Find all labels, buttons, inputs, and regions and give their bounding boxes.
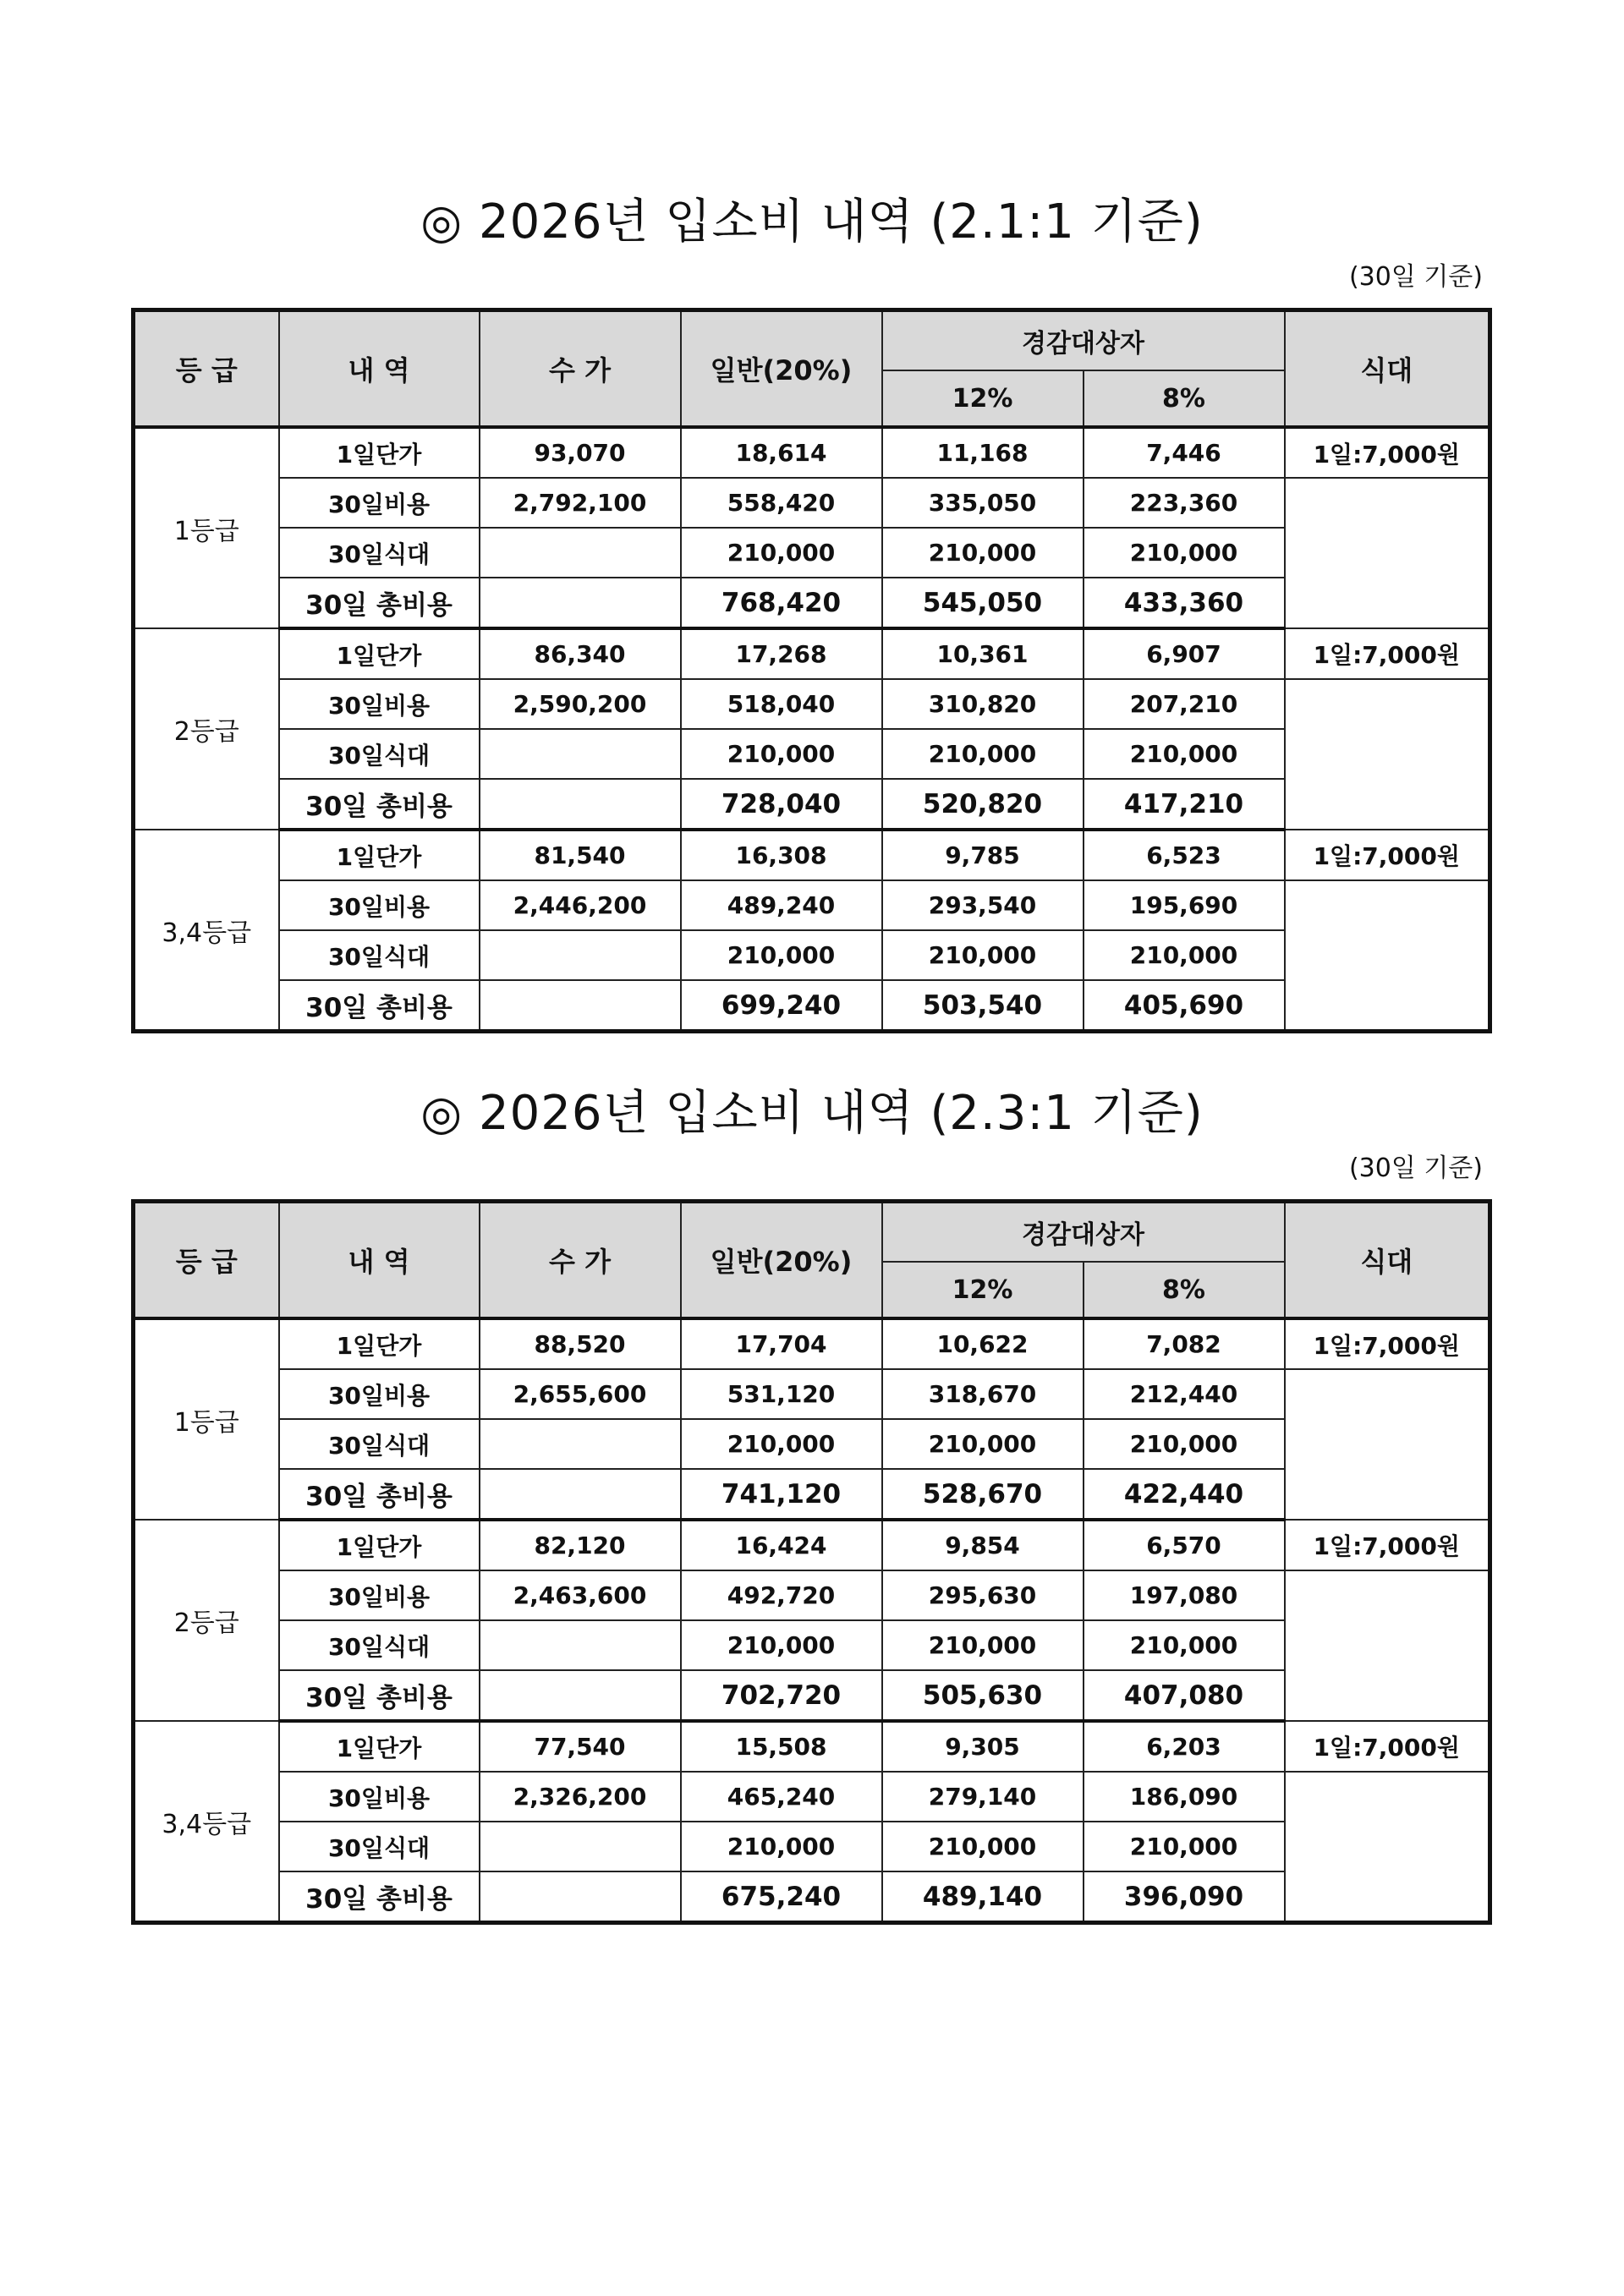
meal-empty-cell xyxy=(1285,478,1490,628)
price-cell: 2,446,200 xyxy=(480,880,681,930)
general-cell: 16,308 xyxy=(681,830,882,880)
reduced-8-cell: 422,440 xyxy=(1084,1469,1285,1520)
reduced-12-cell: 11,168 xyxy=(882,427,1084,478)
table-header xyxy=(134,310,1490,428)
reduced-12-cell: 9,305 xyxy=(882,1721,1084,1772)
general-cell: 15,508 xyxy=(681,1721,882,1772)
general-cell: 210,000 xyxy=(681,729,882,779)
item-cell: 1일단가 xyxy=(279,1721,480,1772)
item-cell: 30일 총비용 xyxy=(279,1469,480,1520)
reduced-12-cell: 210,000 xyxy=(882,930,1084,980)
meal-empty-cell xyxy=(1285,1369,1490,1520)
meal-empty-cell xyxy=(1285,679,1490,830)
header-item: 내 역 xyxy=(279,310,480,428)
table-header xyxy=(134,1202,1490,1319)
general-cell: 210,000 xyxy=(681,930,882,980)
reduced-8-cell: 6,570 xyxy=(1084,1520,1285,1570)
reduced-12-cell: 335,050 xyxy=(882,478,1084,528)
meal-cell: 1일:7,000원 xyxy=(1285,628,1490,679)
item-cell: 30일비용 xyxy=(279,1570,480,1620)
header-meal: 식대 xyxy=(1285,310,1490,428)
price-cell: 86,340 xyxy=(480,628,681,679)
price-cell xyxy=(480,779,681,830)
reduced-12-cell: 210,000 xyxy=(882,528,1084,578)
reduced-12-cell: 489,140 xyxy=(882,1871,1084,1923)
item-cell: 30일비용 xyxy=(279,1369,480,1419)
price-cell: 93,070 xyxy=(480,427,681,478)
table-row xyxy=(134,1772,1490,1822)
grade-cell: 3,4등급 xyxy=(134,1721,279,1923)
price-cell: 2,792,100 xyxy=(480,478,681,528)
reduced-8-cell: 405,690 xyxy=(1084,980,1285,1032)
item-cell: 30일비용 xyxy=(279,679,480,729)
reduced-12-cell: 503,540 xyxy=(882,980,1084,1032)
reduced-12-cell: 10,361 xyxy=(882,628,1084,679)
header-reduced-12: 12% xyxy=(882,370,1084,427)
grade-cell: 2등급 xyxy=(134,1520,279,1721)
header-reduced: 경감대상자 xyxy=(882,1202,1285,1263)
meal-cell: 1일:7,000원 xyxy=(1285,1520,1490,1570)
item-cell: 30일식대 xyxy=(279,1620,480,1670)
table-row xyxy=(134,628,1490,679)
general-cell: 728,040 xyxy=(681,779,882,830)
header-meal: 식대 xyxy=(1285,1202,1490,1319)
reduced-8-cell: 210,000 xyxy=(1084,1419,1285,1469)
reduced-12-cell: 293,540 xyxy=(882,880,1084,930)
cost-table xyxy=(131,1199,1492,1925)
price-cell: 81,540 xyxy=(480,830,681,880)
grade-cell: 3,4등급 xyxy=(134,830,279,1032)
general-cell: 702,720 xyxy=(681,1670,882,1721)
reduced-8-cell: 210,000 xyxy=(1084,1620,1285,1670)
price-cell xyxy=(480,1620,681,1670)
reduced-8-cell: 7,446 xyxy=(1084,427,1285,478)
meal-empty-cell xyxy=(1285,1570,1490,1721)
item-cell: 30일 총비용 xyxy=(279,779,480,830)
price-cell: 88,520 xyxy=(480,1318,681,1369)
meal-empty-cell xyxy=(1285,880,1490,1032)
grade-cell: 1등급 xyxy=(134,1318,279,1520)
item-cell: 1일단가 xyxy=(279,1318,480,1369)
header-grade: 등 급 xyxy=(134,1202,279,1319)
meal-cell: 1일:7,000원 xyxy=(1285,427,1490,478)
table-row xyxy=(134,679,1490,729)
reduced-8-cell: 407,080 xyxy=(1084,1670,1285,1721)
general-cell: 210,000 xyxy=(681,528,882,578)
general-cell: 17,268 xyxy=(681,628,882,679)
table-row xyxy=(134,1318,1490,1369)
price-cell xyxy=(480,1871,681,1923)
section-title: ◎ 2026년 입소비 내역 (2.1:1 기준) xyxy=(420,195,1204,249)
reduced-12-cell: 210,000 xyxy=(882,1419,1084,1469)
general-cell: 18,614 xyxy=(681,427,882,478)
item-cell: 30일 총비용 xyxy=(279,578,480,628)
price-cell xyxy=(480,1822,681,1871)
general-cell: 17,704 xyxy=(681,1318,882,1369)
item-cell: 30일비용 xyxy=(279,1772,480,1822)
item-cell: 30일식대 xyxy=(279,930,480,980)
section-note: (30일 기준) xyxy=(1348,1153,1483,1183)
price-cell: 2,655,600 xyxy=(480,1369,681,1419)
meal-cell: 1일:7,000원 xyxy=(1285,1721,1490,1772)
reduced-8-cell: 210,000 xyxy=(1084,930,1285,980)
general-cell: 531,120 xyxy=(681,1369,882,1419)
price-cell: 82,120 xyxy=(480,1520,681,1570)
reduced-8-cell: 6,523 xyxy=(1084,830,1285,880)
table-row xyxy=(134,1520,1490,1570)
header-price: 수 가 xyxy=(480,310,681,428)
reduced-8-cell: 6,203 xyxy=(1084,1721,1285,1772)
price-cell: 2,590,200 xyxy=(480,679,681,729)
price-cell xyxy=(480,1419,681,1469)
general-cell: 558,420 xyxy=(681,478,882,528)
header-general: 일반(20%) xyxy=(681,310,882,428)
reduced-8-cell: 210,000 xyxy=(1084,729,1285,779)
reduced-12-cell: 520,820 xyxy=(882,779,1084,830)
header-grade: 등 급 xyxy=(134,310,279,428)
item-cell: 30일식대 xyxy=(279,1419,480,1469)
reduced-8-cell: 223,360 xyxy=(1084,478,1285,528)
reduced-12-cell: 210,000 xyxy=(882,1822,1084,1871)
general-cell: 210,000 xyxy=(681,1822,882,1871)
header-reduced: 경감대상자 xyxy=(882,310,1285,371)
item-cell: 30일 총비용 xyxy=(279,1670,480,1721)
reduced-12-cell: 545,050 xyxy=(882,578,1084,628)
cost-table xyxy=(131,308,1492,1033)
reduced-8-cell: 207,210 xyxy=(1084,679,1285,729)
reduced-8-cell: 396,090 xyxy=(1084,1871,1285,1923)
price-cell xyxy=(480,729,681,779)
reduced-8-cell: 195,690 xyxy=(1084,880,1285,930)
header-reduced-12: 12% xyxy=(882,1262,1084,1318)
item-cell: 1일단가 xyxy=(279,628,480,679)
reduced-12-cell: 279,140 xyxy=(882,1772,1084,1822)
header-reduced-8: 8% xyxy=(1084,370,1285,427)
table-row xyxy=(134,427,1490,478)
reduced-12-cell: 528,670 xyxy=(882,1469,1084,1520)
reduced-8-cell: 417,210 xyxy=(1084,779,1285,830)
header-price: 수 가 xyxy=(480,1202,681,1319)
table-row xyxy=(134,478,1490,528)
reduced-12-cell: 210,000 xyxy=(882,1620,1084,1670)
reduced-12-cell: 318,670 xyxy=(882,1369,1084,1419)
reduced-8-cell: 6,907 xyxy=(1084,628,1285,679)
header-general: 일반(20%) xyxy=(681,1202,882,1319)
table-row xyxy=(134,880,1490,930)
general-cell: 210,000 xyxy=(681,1419,882,1469)
reduced-8-cell: 197,080 xyxy=(1084,1570,1285,1620)
reduced-12-cell: 10,622 xyxy=(882,1318,1084,1369)
general-cell: 465,240 xyxy=(681,1772,882,1822)
header-item: 내 역 xyxy=(279,1202,480,1319)
table-row xyxy=(134,1570,1490,1620)
meal-cell: 1일:7,000원 xyxy=(1285,830,1490,880)
item-cell: 1일단가 xyxy=(279,1520,480,1570)
reduced-12-cell: 9,854 xyxy=(882,1520,1084,1570)
price-cell: 2,463,600 xyxy=(480,1570,681,1620)
reduced-12-cell: 210,000 xyxy=(882,729,1084,779)
item-cell: 30일식대 xyxy=(279,1822,480,1871)
price-cell xyxy=(480,578,681,628)
grade-cell: 2등급 xyxy=(134,628,279,830)
item-cell: 1일단가 xyxy=(279,830,480,880)
item-cell: 30일식대 xyxy=(279,729,480,779)
meal-cell: 1일:7,000원 xyxy=(1285,1318,1490,1369)
general-cell: 16,424 xyxy=(681,1520,882,1570)
reduced-12-cell: 9,785 xyxy=(882,830,1084,880)
item-cell: 30일식대 xyxy=(279,528,480,578)
general-cell: 518,040 xyxy=(681,679,882,729)
general-cell: 210,000 xyxy=(681,1620,882,1670)
grade-cell: 1등급 xyxy=(134,427,279,628)
item-cell: 30일비용 xyxy=(279,880,480,930)
reduced-8-cell: 7,082 xyxy=(1084,1318,1285,1369)
price-cell xyxy=(480,1670,681,1721)
price-cell xyxy=(480,528,681,578)
reduced-8-cell: 433,360 xyxy=(1084,578,1285,628)
price-cell xyxy=(480,980,681,1032)
general-cell: 489,240 xyxy=(681,880,882,930)
table-row xyxy=(134,1721,1490,1772)
section-note: (30일 기준) xyxy=(1348,262,1483,292)
reduced-12-cell: 295,630 xyxy=(882,1570,1084,1620)
table-row xyxy=(134,1369,1490,1419)
reduced-8-cell: 210,000 xyxy=(1084,528,1285,578)
general-cell: 492,720 xyxy=(681,1570,882,1620)
reduced-8-cell: 210,000 xyxy=(1084,1822,1285,1871)
price-cell xyxy=(480,930,681,980)
item-cell: 30일비용 xyxy=(279,478,480,528)
general-cell: 699,240 xyxy=(681,980,882,1032)
general-cell: 675,240 xyxy=(681,1871,882,1923)
reduced-8-cell: 212,440 xyxy=(1084,1369,1285,1419)
meal-empty-cell xyxy=(1285,1772,1490,1923)
general-cell: 768,420 xyxy=(681,578,882,628)
item-cell: 30일 총비용 xyxy=(279,980,480,1032)
reduced-12-cell: 505,630 xyxy=(882,1670,1084,1721)
item-cell: 30일 총비용 xyxy=(279,1871,480,1923)
price-cell xyxy=(480,1469,681,1520)
table-row xyxy=(134,830,1490,880)
general-cell: 741,120 xyxy=(681,1469,882,1520)
item-cell: 1일단가 xyxy=(279,427,480,478)
section-title: ◎ 2026년 입소비 내역 (2.3:1 기준) xyxy=(420,1086,1204,1141)
price-cell: 77,540 xyxy=(480,1721,681,1772)
price-cell: 2,326,200 xyxy=(480,1772,681,1822)
header-reduced-8: 8% xyxy=(1084,1262,1285,1318)
reduced-12-cell: 310,820 xyxy=(882,679,1084,729)
reduced-8-cell: 186,090 xyxy=(1084,1772,1285,1822)
